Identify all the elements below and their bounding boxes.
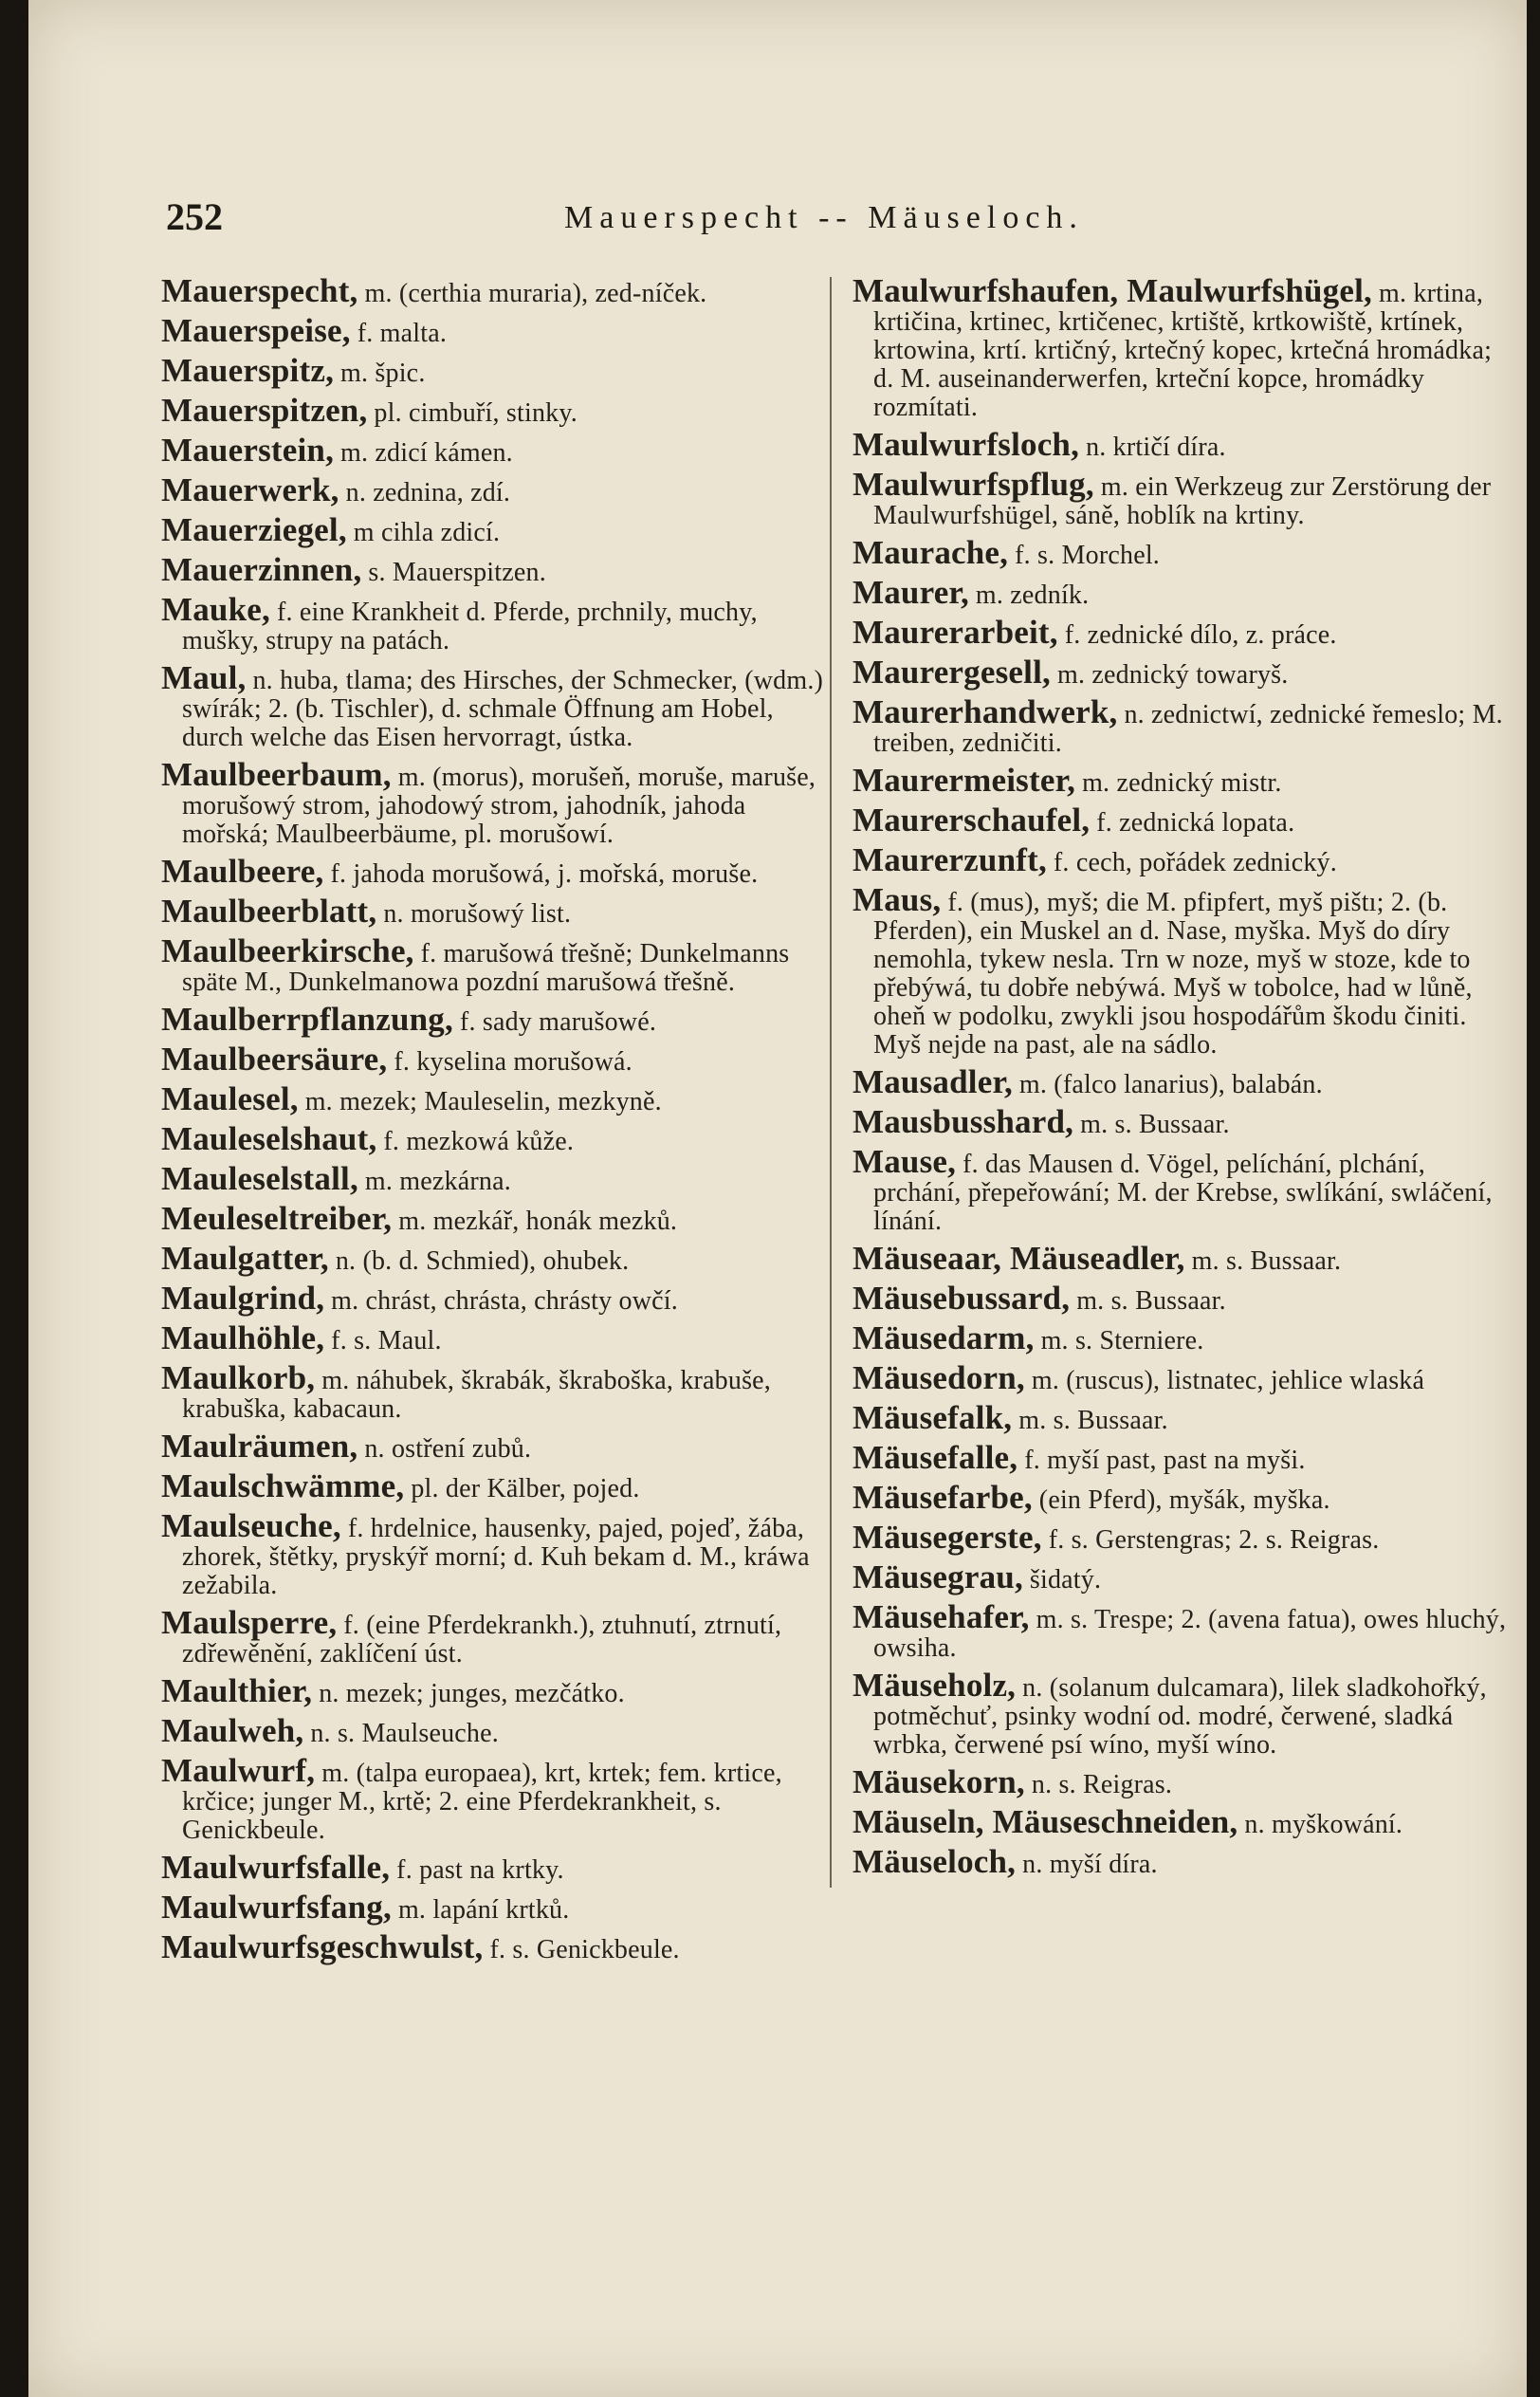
right-column [830,272,1507,1888]
entry-definition: f. hrdelnice, hausenky, pajed, pojeď, žába, zhorek, štětky, pryskýř morní; d. Kuh bekam d. M., kráwa zežabila. [182,1514,810,1600]
dictionary-entry [852,1843,1507,1880]
entry-definition: pl. cimbuří, stinky. [374,398,578,428]
entry-headword: Maulhöhle, [161,1319,325,1356]
entry-headword: Maul, [161,659,247,696]
entry-headword: Maulgatter, [161,1240,329,1277]
entry-headword: Mäusegrau, [852,1558,1023,1595]
running-head: Mauerspecht -- Mäuseloch. [564,200,1084,235]
entry-headword: Mäusedorn, [852,1359,1025,1396]
entry-headword: Mauerstein, [161,432,335,469]
entry-headword: Maulthier, [161,1672,313,1709]
dictionary-entry [161,1604,830,1669]
entry-headword: Maulgrind, [161,1280,325,1317]
entry-definition: s. Mauerspitzen. [368,558,546,587]
dictionary-entry [852,1143,1507,1236]
dictionary-entry [161,272,830,309]
dictionary-entry [161,312,830,349]
entry-headword: Mausbusshard, [852,1103,1074,1140]
entry-definition: f. zednické dílo, z. práce. [1064,620,1337,650]
entry-definition: m. (falco lanarius), balabán. [1018,1070,1323,1099]
dictionary-entry [852,272,1507,422]
entry-headword: Mäusebussard, [852,1280,1071,1317]
entry-headword: Maulberrpflanzung, [161,1001,453,1038]
entry-definition: f. eine Krankheit d. Pferde, prchnily, muchy, mušky, strupy na patách. [182,598,758,655]
entry-definition: m. (morus), morušeň, moruše, maruše, morušowý strom, jahodowý strom, jahodník, jahoda mořská; Maulbeerbäume, pl. morušowí. [182,763,816,849]
dictionary-entry [852,1359,1507,1396]
entry-headword: Mauerspecht, [161,272,358,309]
entry-headword: Mauerwerk, [161,471,339,508]
dictionary-entry [161,1712,830,1749]
dictionary-entry [161,1672,830,1709]
dictionary-entry [161,471,830,508]
dictionary-entry [161,1428,830,1465]
dictionary-entry [852,1399,1507,1436]
entry-definition: n. ostření zubů. [364,1434,532,1464]
entry-headword: Mäuseholz, [852,1667,1017,1704]
dictionary-entry [161,551,830,588]
entry-definition: m. krtina, krtičina, krtinec, krtičenec, krtiště, krtkowiště, krtínek, krtowina, krtí. krtičný, krtečný kopec, krtečná hromádka; d. M. auseinanderwerfen, krteční kopce, hromádky rozmítati. [873,279,1493,422]
dictionary-entry [161,1928,830,1965]
dictionary-entry [161,1160,830,1197]
entry-definition: m. zdicí kámen. [340,438,513,468]
entry-headword: Mäusehafer, [852,1598,1030,1635]
entry-headword: Maulweh, [161,1712,304,1749]
entry-headword: Meuleseltreiber, [161,1200,393,1237]
dictionary-entry [852,1803,1507,1840]
entry-definition: n. s. Maulseuche. [310,1719,499,1748]
dictionary-entry [161,511,830,548]
dictionary-entry [161,1200,830,1237]
entry-definition: m. (talpa europaea), krt, krtek; fem. krtice, krčice; junger M., krtě; 2. eine Pferdekrankheit, s. Genickbeule. [182,1759,782,1845]
dictionary-entry [161,1359,830,1424]
dictionary-entry [161,893,830,930]
dictionary-entry [852,614,1507,651]
dictionary-entry [161,1041,830,1078]
entry-definition: m. mezkář, honák mezků. [398,1207,678,1236]
entry-definition: m. špic. [340,359,426,388]
entry-definition: m cihla zdicí. [353,518,501,547]
dictionary-entry [161,1120,830,1157]
entry-definition: m. s. Bussaar. [1191,1246,1342,1276]
dictionary-entry [852,762,1507,799]
dictionary-entry [161,1889,830,1926]
entry-definition: n. zednictwí, zednické řemeslo; M. treiben, zedničiti. [873,700,1503,758]
entry-definition: f. kyselina morušowá. [394,1047,632,1077]
dictionary-entry [161,1240,830,1277]
entry-definition: m. s. Bussaar. [1018,1406,1168,1435]
entry-headword: Mauleselstall, [161,1160,358,1197]
entry-definition: f. cech, pořádek zednický. [1053,848,1337,877]
entry-headword: Maurermeister, [852,762,1076,799]
dictionary-entry [852,466,1507,530]
entry-definition: n. morušowý list. [383,899,572,929]
dictionary-entry [852,1240,1507,1277]
entry-definition: m. lapání krtků. [397,1895,570,1925]
dictionary-entry [161,1001,830,1038]
entry-headword: Maus, [852,881,942,918]
entry-definition: šidatý. [1029,1565,1102,1595]
dictionary-entry [852,1558,1507,1595]
dictionary-entry [852,1439,1507,1476]
entry-headword: Maulbeerkirsche, [161,932,414,969]
entry-headword: Maulkorb, [161,1359,316,1396]
dictionary-entry [852,1319,1507,1356]
entry-headword: Maulesel, [161,1080,299,1117]
entry-headword: Maulschwämme, [161,1467,405,1504]
dictionary-entry [161,432,830,469]
entry-definition: f. (mus), myš; die M. pfipfert, myš pištı; 2. (b. Pferden), ein Muskel an d. Nase, myška. Myš do díry nemohla, tykew nesla. Trn w noze, myš w stoze, kde to přebýwá, tu dobře nebýwá. Myš w tobolce, had w lůně, oheň w podolku, zwykli jsou hospodářům škodu činiti. Myš nejde na past, ale na sádlo. [873,888,1473,1060]
entry-definition: n. myškowání. [1244,1810,1403,1839]
entry-definition: m. chrást, chrásta, chrásty owčí. [331,1286,678,1316]
dictionary-entry [161,1507,830,1600]
dictionary-entry [852,534,1507,571]
entry-headword: Mäusefalk, [852,1399,1013,1436]
entry-definition: m. s. Trespe; 2. (avena fatua), owes hluchý, owsiha. [873,1605,1507,1663]
dictionary-entry [852,693,1507,758]
dictionary-entry [852,881,1507,1060]
dictionary-entry [852,426,1507,463]
dictionary-entry [161,1467,830,1504]
entry-headword: Mäusefarbe, [852,1479,1033,1516]
dictionary-entry [852,1280,1507,1317]
entry-definition: f. s. Gerstengras; 2. s. Reigras. [1048,1525,1380,1555]
entry-headword: Maulbeerbaum, [161,756,392,793]
entry-definition: f. past na krtky. [396,1855,564,1885]
entry-headword: Maulwurfsloch, [852,426,1080,463]
dictionary-entry [161,392,830,429]
entry-headword: Mauerziegel, [161,511,347,548]
entry-headword: Maulbeerblatt, [161,893,377,930]
page-header [166,194,1475,251]
entry-headword: Maurerarbeit, [852,614,1058,651]
entry-headword: Mauerspitzen, [161,392,368,429]
dictionary-entry [852,1063,1507,1100]
entry-headword: Maurerhandwerk, [852,693,1118,730]
entry-headword: Maulsperre, [161,1604,338,1641]
entry-definition: f. zednická lopata. [1096,808,1295,838]
entry-definition: n. myší díra. [1022,1850,1158,1879]
entry-definition: m. s. Bussaar. [1076,1286,1226,1316]
dictionary-entry [852,1763,1507,1800]
left-column [161,272,830,1973]
entry-definition: m. mezkárna. [364,1167,511,1196]
entry-headword: Maurergesell, [852,654,1051,691]
entry-definition: m. s. Sterniere. [1040,1326,1204,1355]
page-number: 252 [166,195,223,238]
entry-headword: Maulwurfshaufen, Maulwurfshügel, [852,272,1372,309]
entry-headword: Mauke, [161,591,270,628]
entry-headword: Mausadler, [852,1063,1013,1100]
entry-definition: f. myší past, past na myši. [1024,1446,1306,1475]
entry-headword: Maulwurf, [161,1752,316,1789]
dictionary-entry [161,1752,830,1845]
dictionary-entry [852,654,1507,691]
entry-headword: Maulwurfsfalle, [161,1849,391,1886]
entry-headword: Mäuseln, Mäuseschneiden, [852,1803,1238,1840]
dictionary-entry [161,352,830,389]
dictionary-entry [852,574,1507,611]
entry-headword: Maurerschaufel, [852,802,1091,839]
entry-headword: Mauerspeise, [161,312,351,349]
entry-definition: m. zedník. [975,581,1090,610]
entry-headword: Mauerzinnen, [161,551,362,588]
entry-definition: m. mezek; Mauleselin, mezkyně. [304,1087,662,1116]
entry-headword: Maurache, [852,534,1009,571]
dictionary-entry [161,591,830,655]
entry-headword: Mauleselshaut, [161,1120,377,1157]
entry-headword: Mäusefalle, [852,1439,1018,1476]
entry-definition: n. mezek; junges, mezčátko. [319,1679,625,1708]
entry-definition: f. s. Maul. [331,1326,442,1355]
entry-definition: m. náhubek, škrabák, škraboška, krabuše, krabuška, kabacaun. [182,1366,772,1424]
entry-headword: Mäuseaar, Mäuseadler, [852,1240,1185,1277]
entry-definition: m. (certhia muraria), zed-níček. [364,279,707,308]
entry-headword: Mäusekorn, [852,1763,1025,1800]
entry-headword: Mäusedarm, [852,1319,1035,1356]
entry-definition: n. (solanum dulcamara), lilek sladkohořký, potměchuť, psinky wodní od. modré, čerwené, sladká wrbka, čerwené psí wíno, myší wíno. [873,1673,1487,1760]
entry-headword: Mause, [852,1143,957,1180]
entry-definition: n. zednina, zdí. [345,478,511,507]
dictionary-entry [852,1598,1507,1663]
dictionary-entry [161,756,830,849]
entry-definition: f. jahoda morušowá, j. mořská, moruše. [330,859,759,889]
dictionary-entry [161,1319,830,1356]
entry-definition: f. malta. [357,319,448,348]
dictionary-entry [852,1519,1507,1556]
entry-definition: (ein Pferd), myšák, myška. [1038,1485,1330,1515]
dictionary-entry [161,1280,830,1317]
entry-headword: Maulwurfspflug, [852,466,1094,503]
entry-definition: n. huba, tlama; des Hirsches, der Schmecker, (wdm.) swírák; 2. (b. Tischler), d. schmale Öffnung am Hobel, durch welche das Eisen hervorragt, ústka. [182,666,824,752]
dictionary-entry [161,659,830,752]
entry-headword: Mauerspitz, [161,352,335,389]
dictionary-entry [852,802,1507,839]
entry-definition: f. sady marušowé. [459,1007,657,1037]
dictionary-page [28,0,1527,2397]
entry-headword: Maulräumen, [161,1428,358,1465]
dictionary-entry [161,1080,830,1117]
dictionary-entry [852,1667,1507,1760]
entry-headword: Maulwurfsfang, [161,1889,392,1926]
entry-definition: f. s. Genickbeule. [489,1935,680,1964]
entry-definition: f. (eine Pferdekrankh.), ztuhnutí, ztrnutí, zdřewěnění, zaklíčení úst. [182,1611,782,1669]
entry-headword: Maulbeersäure, [161,1041,388,1078]
entry-headword: Maulbeere, [161,853,324,890]
dictionary-entry [161,932,830,997]
entry-headword: Mäusegerste, [852,1519,1042,1556]
entry-definition: n. krtičí díra. [1086,433,1226,462]
entry-headword: Mäuseloch, [852,1843,1017,1880]
entry-definition: f. das Mausen d. Vögel, pelíchání, plchání, prchání, přepeřowání; M. der Krebse, swlíkání, swláčení, línání. [873,1150,1493,1236]
entry-definition: f. s. Morchel. [1015,541,1161,570]
entry-definition: m. s. Bussaar. [1080,1110,1230,1139]
entry-headword: Maurer, [852,574,969,611]
entry-headword: Maulwurfsgeschwulst, [161,1928,484,1965]
entry-definition: n. (b. d. Schmied), ohubek. [335,1246,630,1276]
dictionary-entry [852,1103,1507,1140]
entry-definition: pl. der Kälber, pojed. [411,1474,640,1503]
entry-definition: f. marušowá třešně; Dunkelmanns späte M., Dunkelmanowa pozdní marušowá třešně. [182,939,790,997]
entry-definition: m. ein Werkzeug zur Zerstörung der Maulwurfshügel, sáně, hoblík na krtiny. [873,472,1492,530]
entry-headword: Maulseuche, [161,1507,341,1544]
entry-definition: n. s. Reigras. [1031,1770,1173,1799]
entry-definition: f. mezkowá kůže. [383,1127,575,1156]
dictionary-entry [852,841,1507,878]
dictionary-entry [161,1849,830,1886]
dictionary-entry [852,1479,1507,1516]
entry-definition: m. zednický mistr. [1082,768,1282,798]
entry-headword: Maurerzunft, [852,841,1047,878]
dictionary-entry [161,853,830,890]
entry-definition: m. zednický towaryš. [1056,660,1289,690]
entry-definition: m. (ruscus), listnatec, jehlice wlaská [1031,1366,1425,1395]
